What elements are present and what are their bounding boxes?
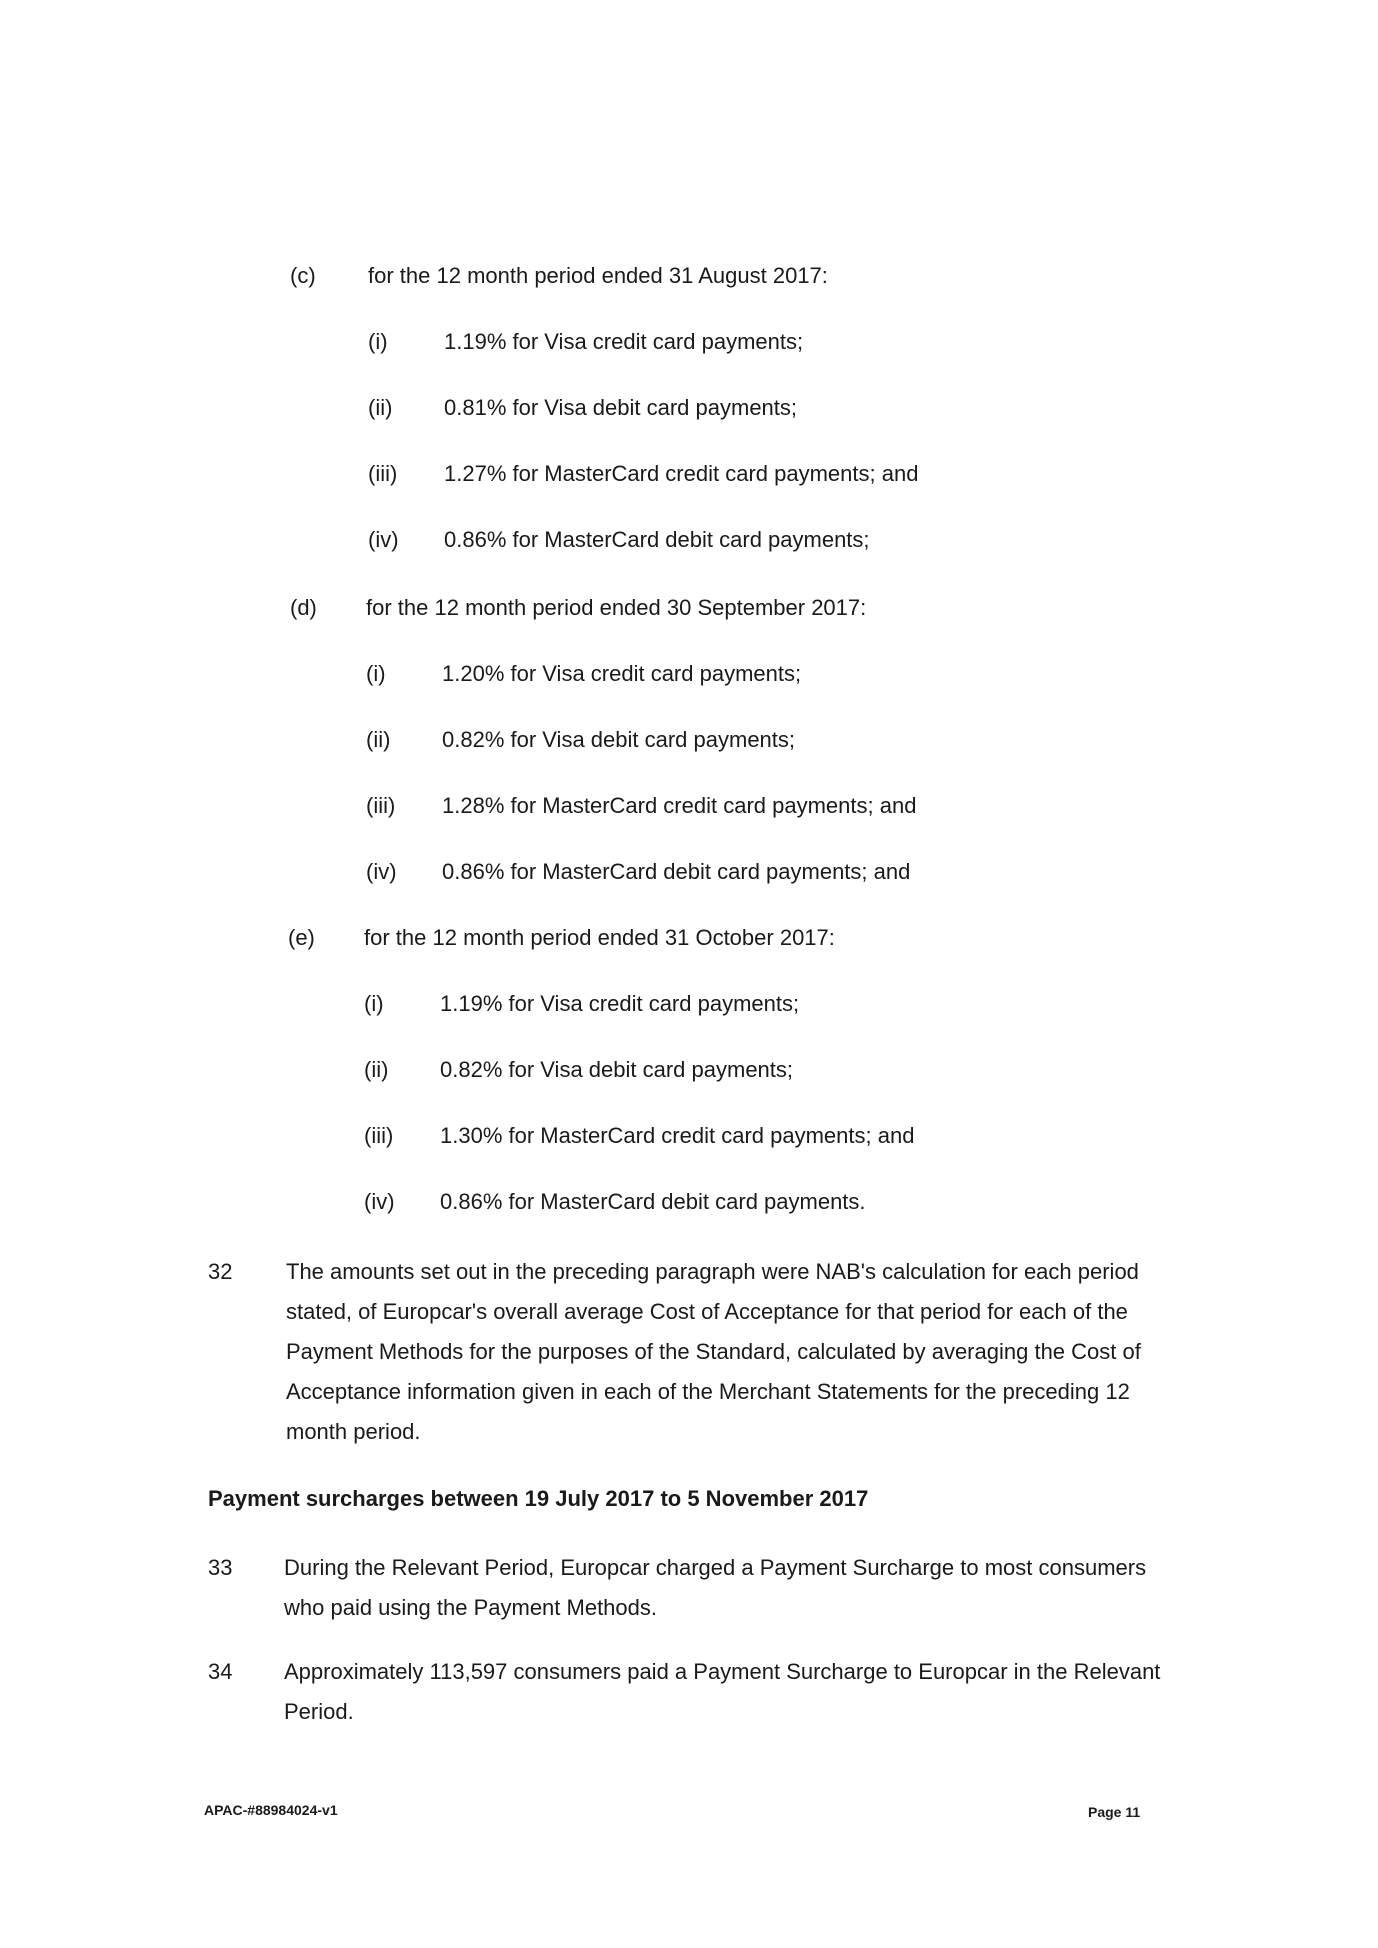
paragraph-number-34: 34 (208, 1659, 233, 1684)
subparagraph-label-c: (c) (290, 263, 316, 288)
page-number: Page 11 (1088, 1804, 1141, 1820)
item-c-iv-text: 0.86% for MasterCard debit card payments; (444, 527, 870, 552)
item-label-e-ii: (ii) (364, 1057, 389, 1082)
item-d-iii-text: 1.28% for MasterCard credit card payments; and (442, 793, 917, 818)
item-e-ii-text: 0.82% for Visa debit card payments; (440, 1057, 794, 1082)
item-label-d-iv: (iv) (366, 859, 397, 884)
subparagraph-c-text: for the 12 month period ended 31 August 2017: (368, 263, 828, 288)
item-label-e-iv: (iv) (364, 1189, 395, 1214)
item-label-c-iii: (iii) (368, 461, 398, 486)
paragraph-33-text: During the Relevant Period, Europcar charged a Payment Surcharge to most consumers who paid using the Payment Methods. (284, 1555, 1147, 1620)
item-c-i-text: 1.19% for Visa credit card payments; (444, 329, 804, 354)
subparagraph-d-text: for the 12 month period ended 30 September 2017: (366, 595, 867, 620)
item-label-d-i: (i) (366, 661, 386, 686)
item-e-iv-text: 0.86% for MasterCard debit card payments. (440, 1189, 866, 1214)
paragraph-32-text: The amounts set out in the preceding paragraph were NAB's calculation for each period stated, of Europcar's overall average Cost of Acceptance for that period for each of the Payment Methods for the purposes of the Standard, calculated by averaging the Cost of Acceptance information given in each of the Merchant Statements for the preceding 12 month period. (286, 1259, 1141, 1444)
paragraph-number-32: 32 (208, 1259, 233, 1284)
item-label-c-iv: (iv) (368, 527, 399, 552)
item-c-ii-text: 0.81% for Visa debit card payments; (444, 395, 798, 420)
item-label-d-iii: (iii) (366, 793, 396, 818)
item-e-i-text: 1.19% for Visa credit card payments; (440, 991, 800, 1016)
item-label-c-ii: (ii) (368, 395, 393, 420)
paragraph-number-33: 33 (208, 1555, 233, 1580)
item-label-c-i: (i) (368, 329, 388, 354)
item-label-e-i: (i) (364, 991, 384, 1016)
paragraph-34-text: Approximately 113,597 consumers paid a Payment Surcharge to Europcar in the Relevant Period. (284, 1659, 1161, 1724)
section-heading: Payment surcharges between 19 July 2017 to 5 November 2017 (208, 1486, 869, 1511)
subparagraph-e-text: for the 12 month period ended 31 October 2017: (364, 925, 835, 950)
item-d-ii-text: 0.82% for Visa debit card payments; (442, 727, 796, 752)
subparagraph-label-d: (d) (290, 595, 317, 620)
item-label-d-ii: (ii) (366, 727, 391, 752)
item-d-i-text: 1.20% for Visa credit card payments; (442, 661, 802, 686)
item-e-iii-text: 1.30% for MasterCard credit card payments; and (440, 1123, 915, 1148)
item-c-iii-text: 1.27% for MasterCard credit card payments; and (444, 461, 919, 486)
item-label-e-iii: (iii) (364, 1123, 394, 1148)
item-d-iv-text: 0.86% for MasterCard debit card payments; and (442, 859, 911, 884)
document-id: APAC-#88984024-v1 (204, 1802, 338, 1818)
subparagraph-label-e: (e) (288, 925, 315, 950)
